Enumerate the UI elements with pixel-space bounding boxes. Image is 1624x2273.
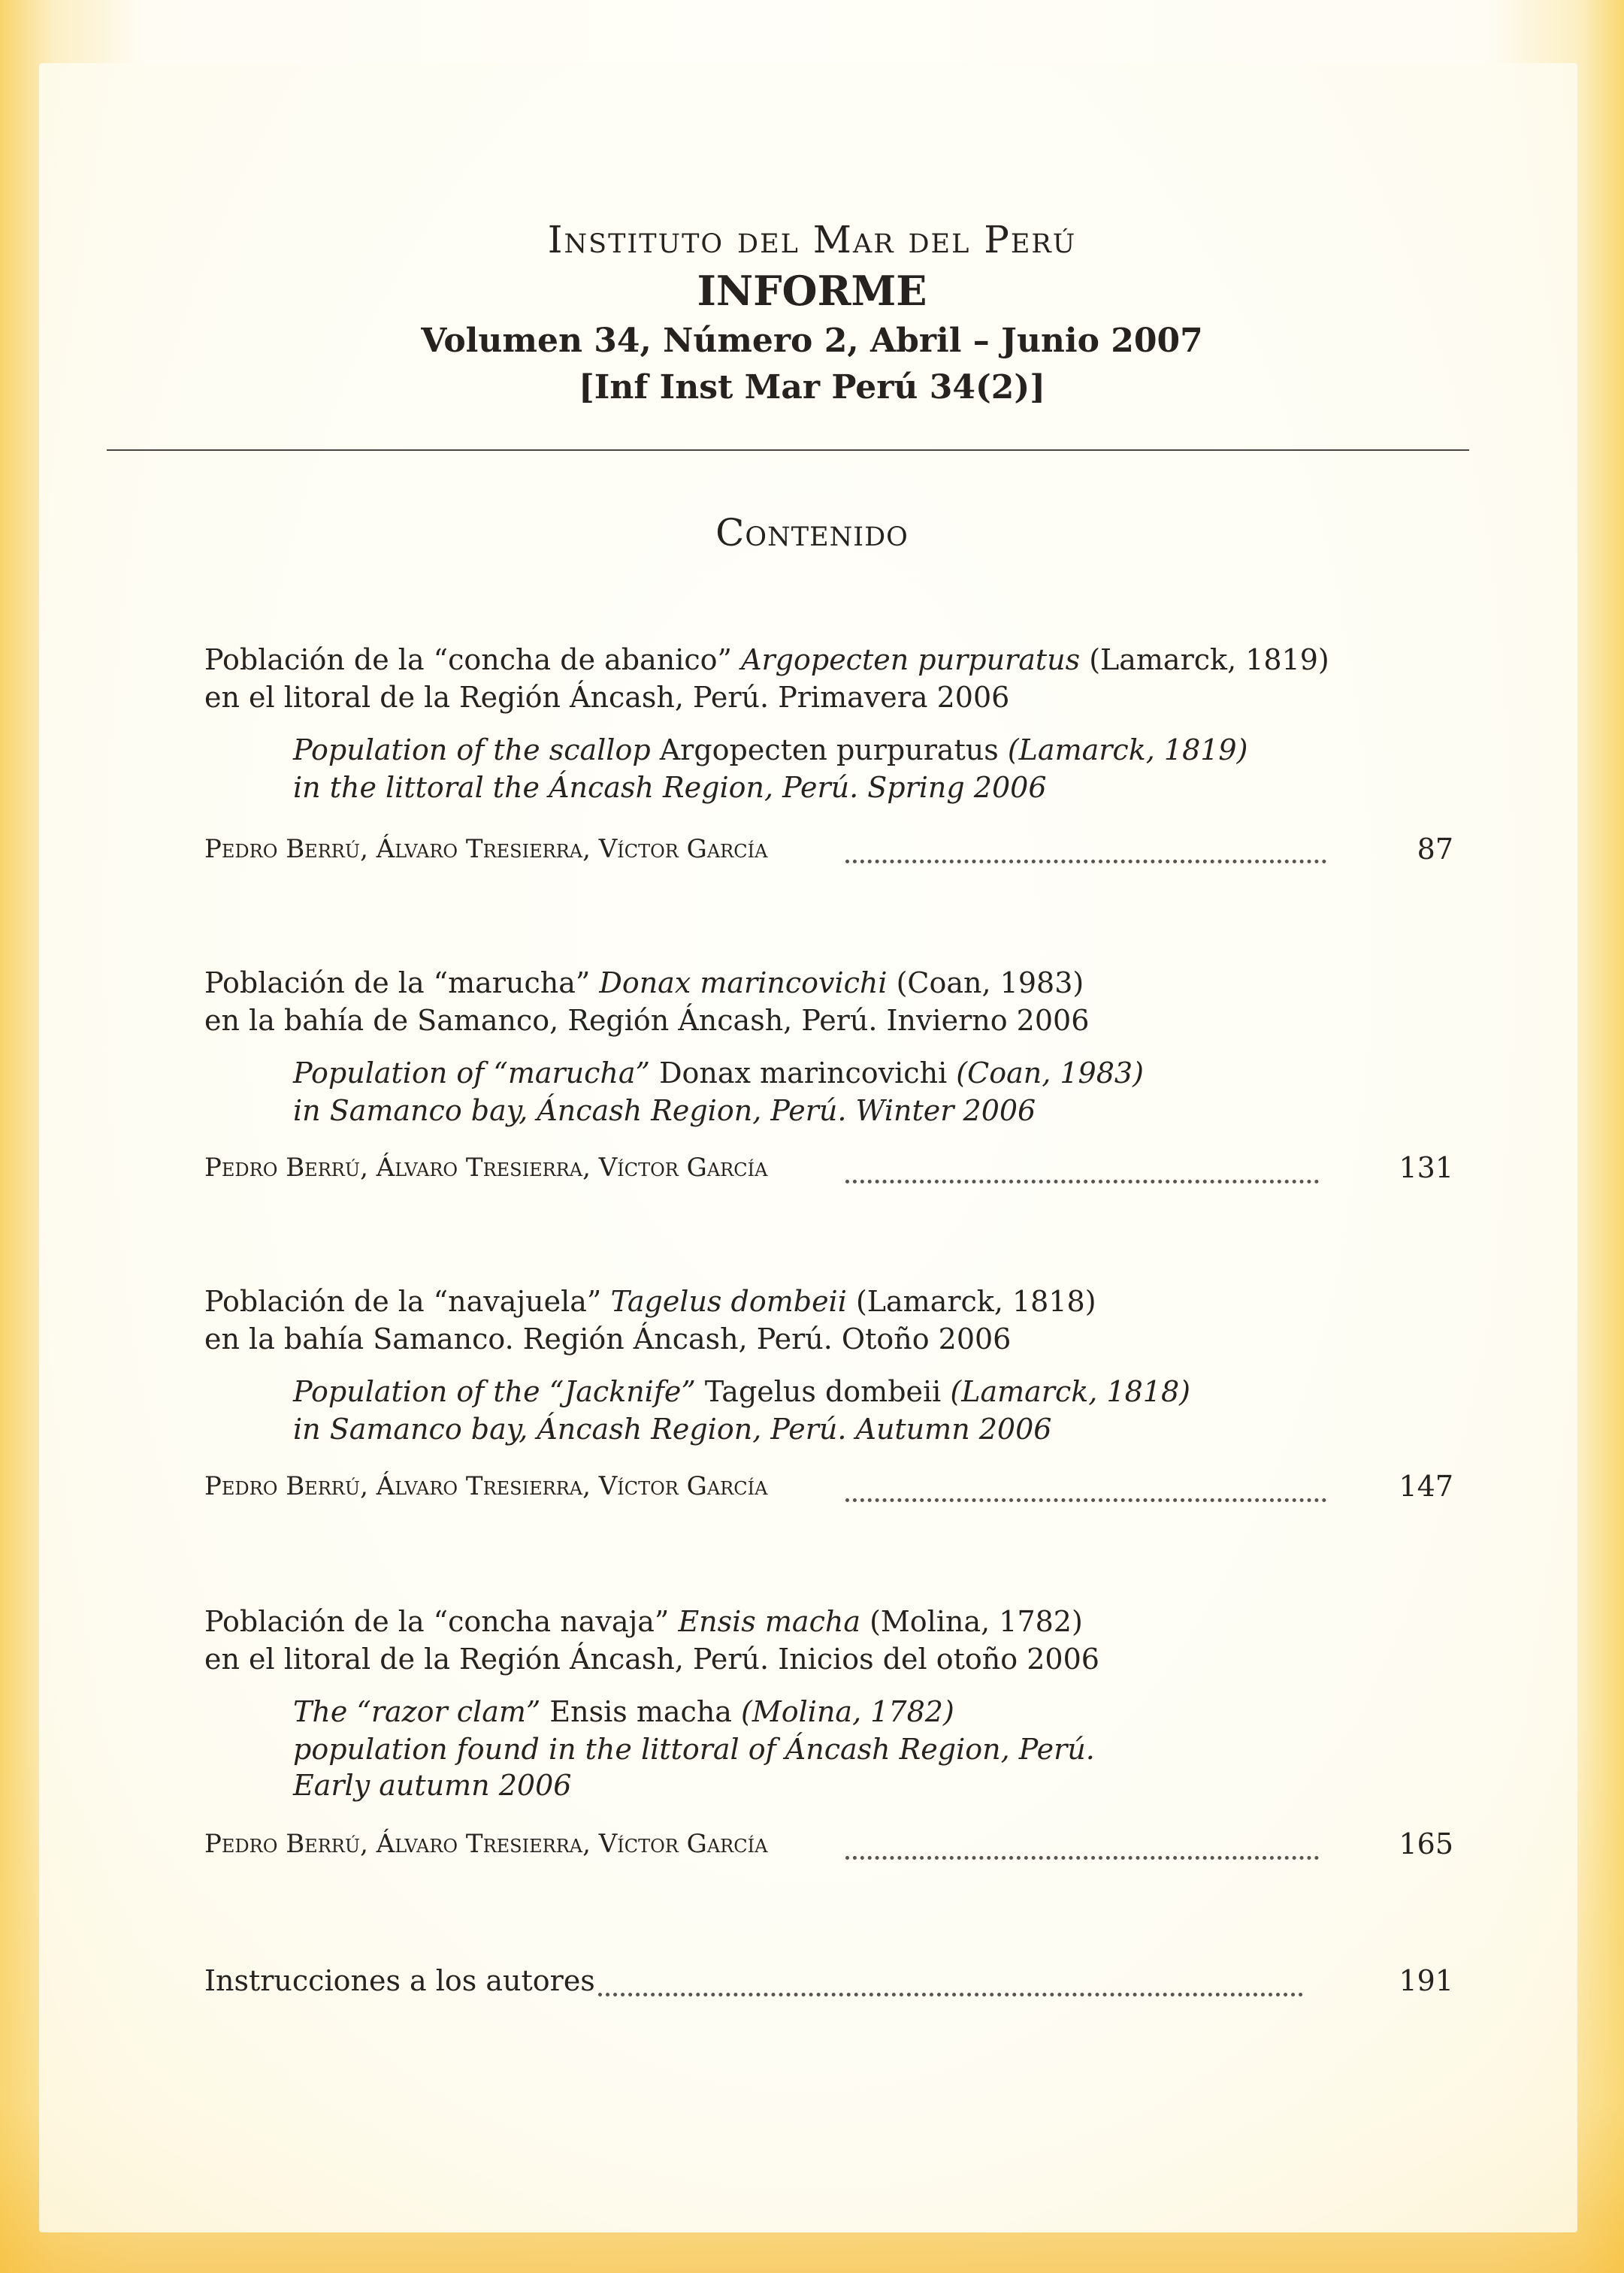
upright-run: Tagelus dombeii [704,1375,942,1408]
entry-title-es-line2: en el litoral de la Región Áncash, Perú. Inicios del otoño 2006 [204,1643,1099,1676]
entry-title-es-line1 [204,1285,1096,1318]
entry-title-en-line1 [293,1375,1190,1408]
leader-dots [845,1498,1326,1502]
toc-heading: Contenido [715,511,909,555]
entry-title-es-line2: en la bahía Samanco. Región Áncash, Perú. Otoño 2006 [204,1322,1012,1356]
entry-page-number[interactable]: 131 [1399,1151,1453,1184]
upright-run: Población de la “navajuela” [204,1285,611,1318]
upright-run: Ensis macha [549,1695,732,1728]
italic-run: The “razor clam” [293,1695,550,1728]
entry-title-en-line2: in the littoral the Áncash Region, Perú. Spring 2006 [293,771,1047,804]
entry-authors: Pedro Berrú, Álvaro Tresierra, Víctor García [204,1471,768,1501]
entry-title-en-line2: in Samanco bay, Áncash Region, Perú. Autumn 2006 [293,1413,1052,1446]
upright-run: (Lamarck, 1819) [1080,643,1329,676]
header-divider [107,449,1469,451]
italic-run: Argopecten purpuratus [741,643,1081,676]
italic-run: (Lamarck, 1818) [941,1375,1190,1408]
entry-title-es-line2: en el litoral de la Región Áncash, Perú. Primavera 2006 [204,681,1010,714]
leader-dots [845,1856,1319,1860]
entry-page-number[interactable]: 165 [1399,1827,1453,1860]
upright-run: Donax marincovichi [659,1056,948,1090]
italic-run: Population of the “Jacknife” [293,1375,705,1408]
entry-title-en-line2: population found in the littoral of Áncash Region, Perú. [293,1733,1095,1766]
entry-title-en-line1 [293,1056,1144,1090]
leader-dots [845,1180,1319,1183]
upright-run: (Coan, 1983) [887,966,1084,999]
citation-abbreviation: [Inf Inst Mar Perú 34(2)] [578,368,1046,407]
italic-run: Population of “marucha” [293,1056,660,1090]
upright-run: Argopecten purpuratus [659,733,999,766]
entry-title-es-line2: en la bahía de Samanco, Región Áncash, Perú. Invierno 2006 [204,1004,1090,1037]
italic-run: Population of the scallop [293,733,660,766]
leader-dots [845,860,1326,863]
italic-run: Ensis macha [678,1605,860,1638]
upright-run: (Molina, 1782) [860,1605,1083,1638]
upright-run: Población de la “marucha” [204,966,600,999]
volume-line: Volumen 34, Número 2, Abril – Junio 2007 [421,322,1203,360]
italic-run: (Molina, 1782) [731,1695,954,1728]
entry-title-es-line1 [204,966,1084,999]
upright-run: Población de la “concha navaja” [204,1605,679,1638]
entry-authors: Pedro Berrú, Álvaro Tresierra, Víctor García [204,834,768,864]
series-title: INFORME [697,267,927,315]
italic-run: Tagelus dombeii [610,1285,847,1318]
entry-title-es-line1 [204,1605,1083,1638]
leader-dots [598,1993,1303,1996]
entry-authors: Pedro Berrú, Álvaro Tresierra, Víctor García [204,1153,768,1183]
upright-run: Población de la “concha de abanico” [204,643,742,676]
entry-page-number[interactable]: 87 [1417,833,1453,866]
italic-run: (Coan, 1983) [947,1056,1144,1090]
entry-title-en-line3: Early autumn 2006 [293,1769,572,1802]
instructions-label: Instrucciones a los autores [204,1964,595,1997]
italic-run: Donax marincovichi [599,966,888,999]
instructions-page-number[interactable]: 191 [1399,1964,1453,1997]
entry-title-es-line1 [204,643,1329,676]
upright-run: (Lamarck, 1818) [846,1285,1096,1318]
entry-title-en-line2: in Samanco bay, Áncash Region, Perú. Winter 2006 [293,1094,1036,1127]
entry-title-en-line1 [293,733,1247,766]
entry-page-number[interactable]: 147 [1399,1470,1453,1503]
italic-run: (Lamarck, 1819) [998,733,1248,766]
entry-title-en-line1 [293,1695,954,1728]
institution-name: Instituto del Mar del Perú [547,218,1077,261]
entry-authors: Pedro Berrú, Álvaro Tresierra, Víctor García [204,1829,768,1859]
